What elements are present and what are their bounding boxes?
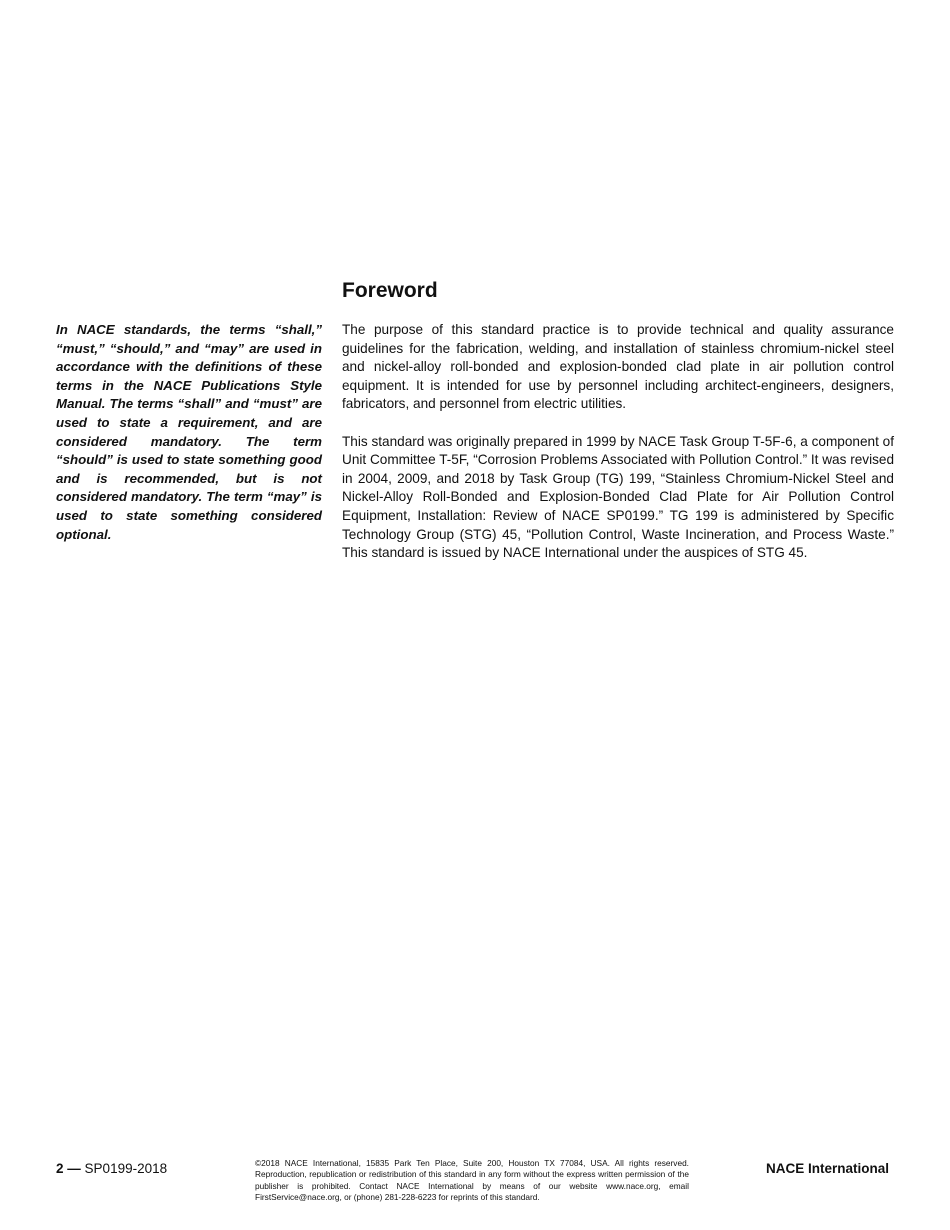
footer-copyright: ©2018 NACE International, 15835 Park Ten Place, Suite 200, Houston TX 77084, USA. All rights reserved. Reproduction, republication or redistribution of this standard in any form without the express written permission of the publisher is prohibited. Contact NACE International by means of our website www.nace.org, email FirstService@nace.org, or (phone) 281-228-6223 for reprints of this standard. [255,1158,689,1202]
page-separator: — [67,1161,81,1176]
foreword-body [342,321,894,581]
terminology-side-note: In NACE standards, the terms “shall,” “must,” “should,” and “may” are used in accordance with the definitions of these terms in the NACE Publications Style Manual. The terms “shall” and “must” are used to state a requirement, and are considered mandatory. The term “should” is used to state something good and is recommended, but is not considered mandatory. The term “may” is used to state something considered optional. [56,322,322,542]
footer-page-info [56,1161,167,1177]
page-number: 2 [56,1161,64,1176]
document-id: SP0199-2018 [84,1161,168,1176]
foreword-heading: Foreword [342,279,438,302]
foreword-paragraph-history: This standard was originally prepared in 1999 by NACE Task Group T-5F-6, a component of Unit Committee T-5F, “Corrosion Problems Associated with Pollution Control.” It was revised in 2004, 2009, and 2018 by Task Group (TG) 199, “Stainless Chromium-Nickel Steel and Nickel-Alloy Roll-Bonded and Explosion-Bonded Clad Plate for Air Pollution Control Equipment, Installation: Review of NACE SP0199.” TG 199 is administered by Specific Technology Group (STG) 45, “Pollution Control, Waste Incineration, and Process Waste.” This standard is issued by NACE International under the auspices of STG 45. [342,433,895,561]
foreword-paragraph-purpose: The purpose of this standard practice is to provide technical and quality assurance guidelines for the fabrication, welding, and installation of stainless chromium-nickel steel and nickel-alloy roll-bonded and explosion-bonded clad plate in air pollution control equipment. It is intended for use by personnel including architect-engineers, designers, fabricators, and personnel from electric utilities. [342,322,894,412]
footer-organization: NACE International [765,1161,889,1176]
